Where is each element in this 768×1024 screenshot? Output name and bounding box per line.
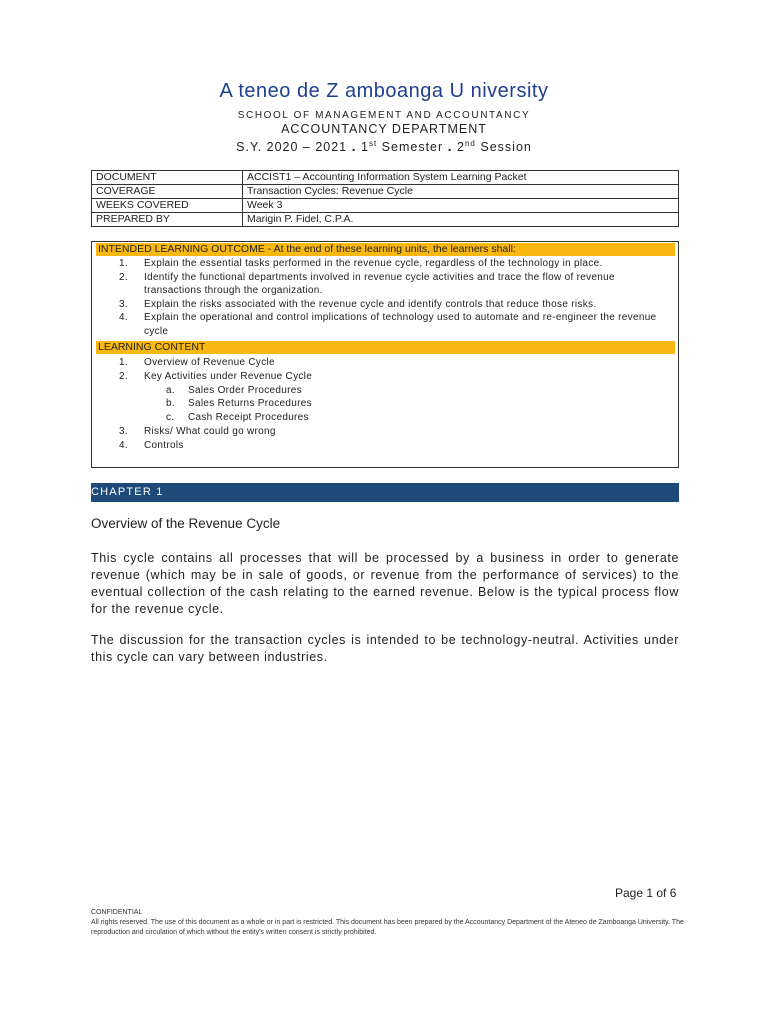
session-suffix: nd [464, 138, 476, 148]
list-text: Overview of Revenue Cycle [144, 357, 275, 368]
confidential-label: CONFIDENTIAL [91, 909, 143, 916]
section-title: Overview of the Revenue Cycle [91, 516, 281, 531]
list-text: Sales Order Procedures [188, 384, 302, 396]
list-item [92, 425, 678, 439]
table-row [92, 171, 679, 185]
list-text: Explain the operational and control implications of technology used to automate and re-engineer the revenue cycle [144, 312, 657, 337]
list-number: 1. [119, 258, 128, 269]
info-label: COVERAGE [92, 185, 243, 199]
separator-dot: . [447, 138, 453, 154]
list-item [92, 311, 664, 338]
learning-outcome-heading: INTENDED LEARNING OUTCOME - At the end of these learning units, the learners shall: [96, 243, 675, 256]
list-letter: c. [166, 412, 175, 424]
list-text: Explain the essential tasks performed in the revenue cycle, regardless of the technology in place. [144, 258, 603, 269]
list-number: 2. [119, 370, 128, 382]
sub-list-item [92, 384, 678, 398]
body-paragraph: The discussion for the transaction cycles is intended to be technology-neutral. Activities under this cycle can vary between industries. [91, 633, 679, 664]
list-text: Cash Receipt Procedures [188, 412, 309, 424]
list-number: 1. [119, 357, 128, 368]
info-label: PREPARED BY [92, 213, 243, 227]
university-title: A teneo de Z amboanga U niversity [219, 80, 549, 102]
list-number: 2. [119, 271, 128, 283]
sub-list-item [92, 397, 678, 411]
footer-notice [91, 908, 691, 938]
chapter-label: CHAPTER 1 [91, 486, 164, 498]
list-item [92, 439, 678, 453]
school-name: SCHOOL OF MANAGEMENT AND ACCOUNTANCY [237, 110, 531, 121]
list-number: 3. [119, 298, 128, 310]
session-number: 2 [457, 140, 465, 154]
department-name: ACCOUNTANCY DEPARTMENT [281, 122, 487, 136]
table-row [92, 199, 679, 213]
list-number: 4. [119, 439, 128, 451]
info-label: DOCUMENT [92, 171, 243, 185]
info-label: WEEKS COVERED [92, 199, 243, 213]
list-text: Explain the risks associated with the revenue cycle and identify controls that reduce those risks. [144, 298, 597, 310]
learning-outcomes-box [91, 241, 679, 468]
info-value: Marigin P. Fidel, C.P.A. [243, 213, 679, 227]
list-letter: b. [166, 398, 175, 410]
page-number: Page 1 of 6 [615, 886, 677, 900]
learning-content-list [92, 356, 678, 453]
learning-outcome-list [92, 257, 678, 338]
table-row [92, 185, 679, 199]
list-text: Identify the functional departments involved in revenue cycle activities and trace the flow of revenue transactions through the organization. [144, 271, 615, 296]
list-text: Risks/ What could go wrong [144, 425, 276, 437]
list-item [92, 356, 678, 370]
table-row [92, 213, 679, 227]
list-item [92, 370, 678, 384]
semester-suffix: st [368, 138, 378, 148]
list-letter: a. [166, 384, 175, 396]
list-text: Controls [144, 439, 184, 451]
learning-content-heading: LEARNING CONTENT [96, 341, 675, 354]
list-text: Sales Returns Procedures [188, 398, 312, 410]
list-number: 3. [119, 425, 128, 437]
session-label: Session [480, 140, 532, 154]
school-year [0, 138, 768, 154]
info-value: Week 3 [243, 199, 679, 213]
list-text: Key Activities under Revenue Cycle [144, 370, 313, 382]
info-value: ACCIST1 – Accounting Information System Learning Packet [243, 171, 679, 185]
copyright-notice: All rights reserved. The use of this document as a whole or in part is restricted. This document has been prepared by the Accountancy Department of the Ateneo de Zamboanga University. The reproduction and circulation of which without the entity's written consent is strictly prohibited. [91, 919, 684, 936]
list-item [92, 257, 664, 271]
list-item [92, 298, 664, 312]
list-number: 4. [119, 312, 128, 323]
info-value: Transaction Cycles: Revenue Cycle [243, 185, 679, 199]
semester-number: 1 [361, 140, 369, 154]
sy-range: S.Y. 2020 – 2021 [236, 140, 348, 154]
semester-label: Semester [381, 140, 444, 154]
sub-list-item [92, 411, 678, 425]
chapter-banner [91, 483, 679, 502]
body-paragraph: This cycle contains all processes that will be processed by a business in order to generate revenue (which may be in sale of goods, or revenue from the performance of services) to the eventual collection of the cash relating to the earned revenue. Below is the typical process flow for the revenue cycle. [91, 551, 679, 616]
list-item [92, 271, 664, 298]
separator-dot: . [351, 138, 357, 154]
document-info-table [91, 170, 679, 227]
